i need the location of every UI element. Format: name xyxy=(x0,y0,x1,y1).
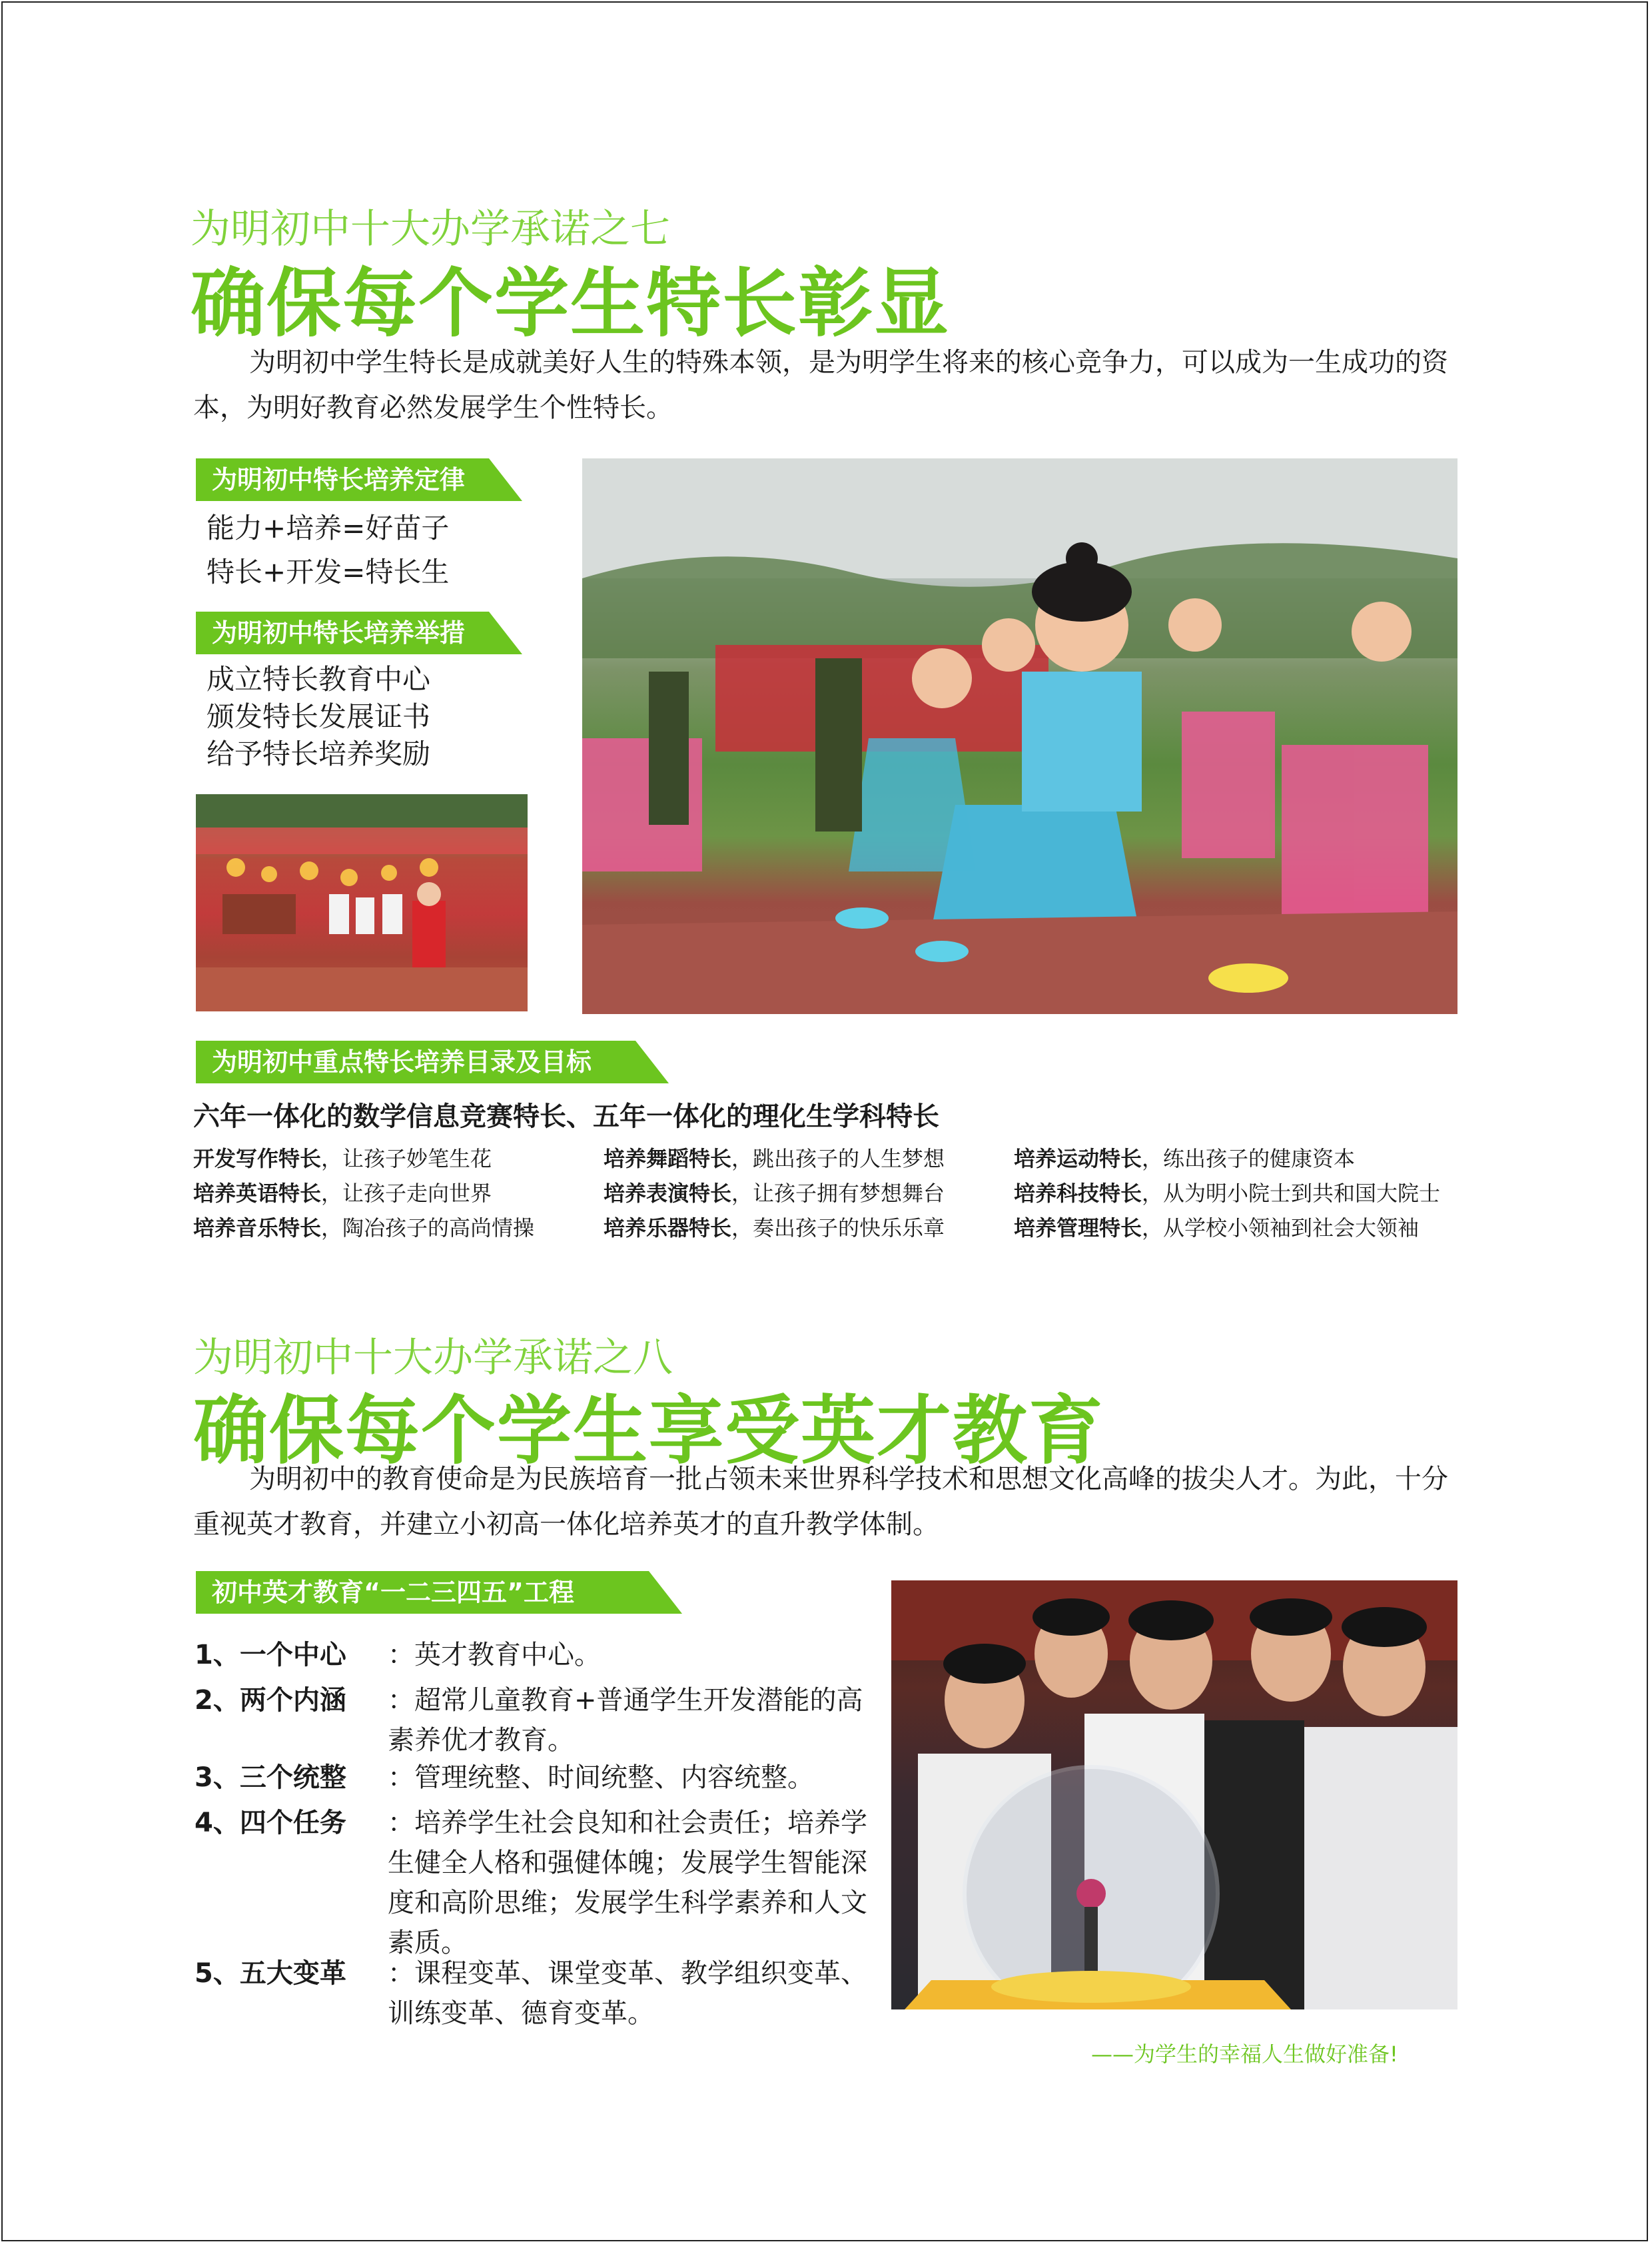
law-tag: 为明初中特长培养定律 xyxy=(212,465,466,494)
project-item-5: 5、五大变革 ：课程变革、课堂变革、教学组织变革、训练变革、德育变革。 xyxy=(195,1958,867,2029)
law-item: 特长+开发=特长生 xyxy=(206,556,450,588)
law-list xyxy=(206,506,449,594)
catalog-heading: 六年一体化的数学信息竞赛特长、五年一体化的理化生学科特长 xyxy=(193,1101,939,1132)
catalog-item-writing: 开发写作特长，让孩子妙笔生花 xyxy=(193,1146,492,1171)
catalog-tag: 为明初中重点特长培养目录及目标 xyxy=(212,1047,592,1077)
section7-intro: 为明初中学生特长是成就美好人生的特殊本领，是为明学生将来的核心竞争力，可以成为一生成功的资本，为明好教育必然发展学生个性特长。 xyxy=(193,347,1448,423)
section7-title: 确保每个学生特长彰显 xyxy=(191,261,950,347)
section8-intro: 为明初中的教育使命是为民族培育一批占领未来世界科学技术和思想文化高峰的拔尖人才。为此，十分重视英才教育，并建立小初高一体化培养英才的直升教学体制。 xyxy=(193,1464,1448,1540)
project-item-2: 2、两个内涵 ：超常儿童教育+普通学生开发潜能的高素养优才教育。 xyxy=(195,1685,863,1756)
section8-kicker: 为明初中十大办学承诺之八 xyxy=(193,1335,673,1381)
catalog-item-instrument: 培养乐器特长，奏出孩子的快乐乐章 xyxy=(604,1215,945,1241)
parade-photo xyxy=(196,794,528,1011)
catalog-item-technology: 培养科技特长，从为明小院士到共和国大院士 xyxy=(1014,1181,1441,1206)
section7-kicker: 为明初中十大办学承诺之七 xyxy=(191,206,670,253)
measure-item: 给予特长培养奖励 xyxy=(206,738,431,770)
plasma-ball-photo xyxy=(891,1580,1457,2009)
footer-slogan: ——为学生的幸福人生做好准备! xyxy=(1091,2041,1398,2067)
section8-title: 确保每个学生享受英才教育 xyxy=(193,1388,1104,1474)
dance-photo xyxy=(582,458,1457,1014)
catalog-item-english: 培养英语特长，让孩子走向世界 xyxy=(193,1181,492,1206)
project-tag: 初中英才教育“一二三四五”工程 xyxy=(212,1578,574,1607)
project-item-3: 3、三个统整 ：管理统整、时间统整、内容统整。 xyxy=(195,1762,814,1793)
project-item-1: 1、一个中心 ：英才教育中心。 xyxy=(195,1640,601,1670)
catalog-item-dance: 培养舞蹈特长，跳出孩子的人生梦想 xyxy=(604,1146,945,1171)
catalog-item-management: 培养管理特长，从学校小领袖到社会大领袖 xyxy=(1014,1215,1420,1241)
measure-tag: 为明初中特长培养举措 xyxy=(212,618,466,648)
catalog-item-sports: 培养运动特长，练出孩子的健康资本 xyxy=(1014,1146,1356,1171)
catalog-item-performance: 培养表演特长，让孩子拥有梦想舞台 xyxy=(604,1181,945,1206)
catalog-item-music: 培养音乐特长，陶冶孩子的高尚情操 xyxy=(193,1215,535,1241)
measure-item: 成立特长教育中心 xyxy=(206,663,431,696)
project-item-4: 4、四个任务 ：培养学生社会良知和社会责任；培养学生健全人格和强健体魄；发展学生智能深度和高阶思维；发展学生科学素养和人文素质。 xyxy=(195,1808,867,1958)
measure-list xyxy=(206,661,430,773)
law-item: 能力+培养=好苗子 xyxy=(206,512,450,544)
measure-item: 颁发特长发展证书 xyxy=(206,700,431,733)
